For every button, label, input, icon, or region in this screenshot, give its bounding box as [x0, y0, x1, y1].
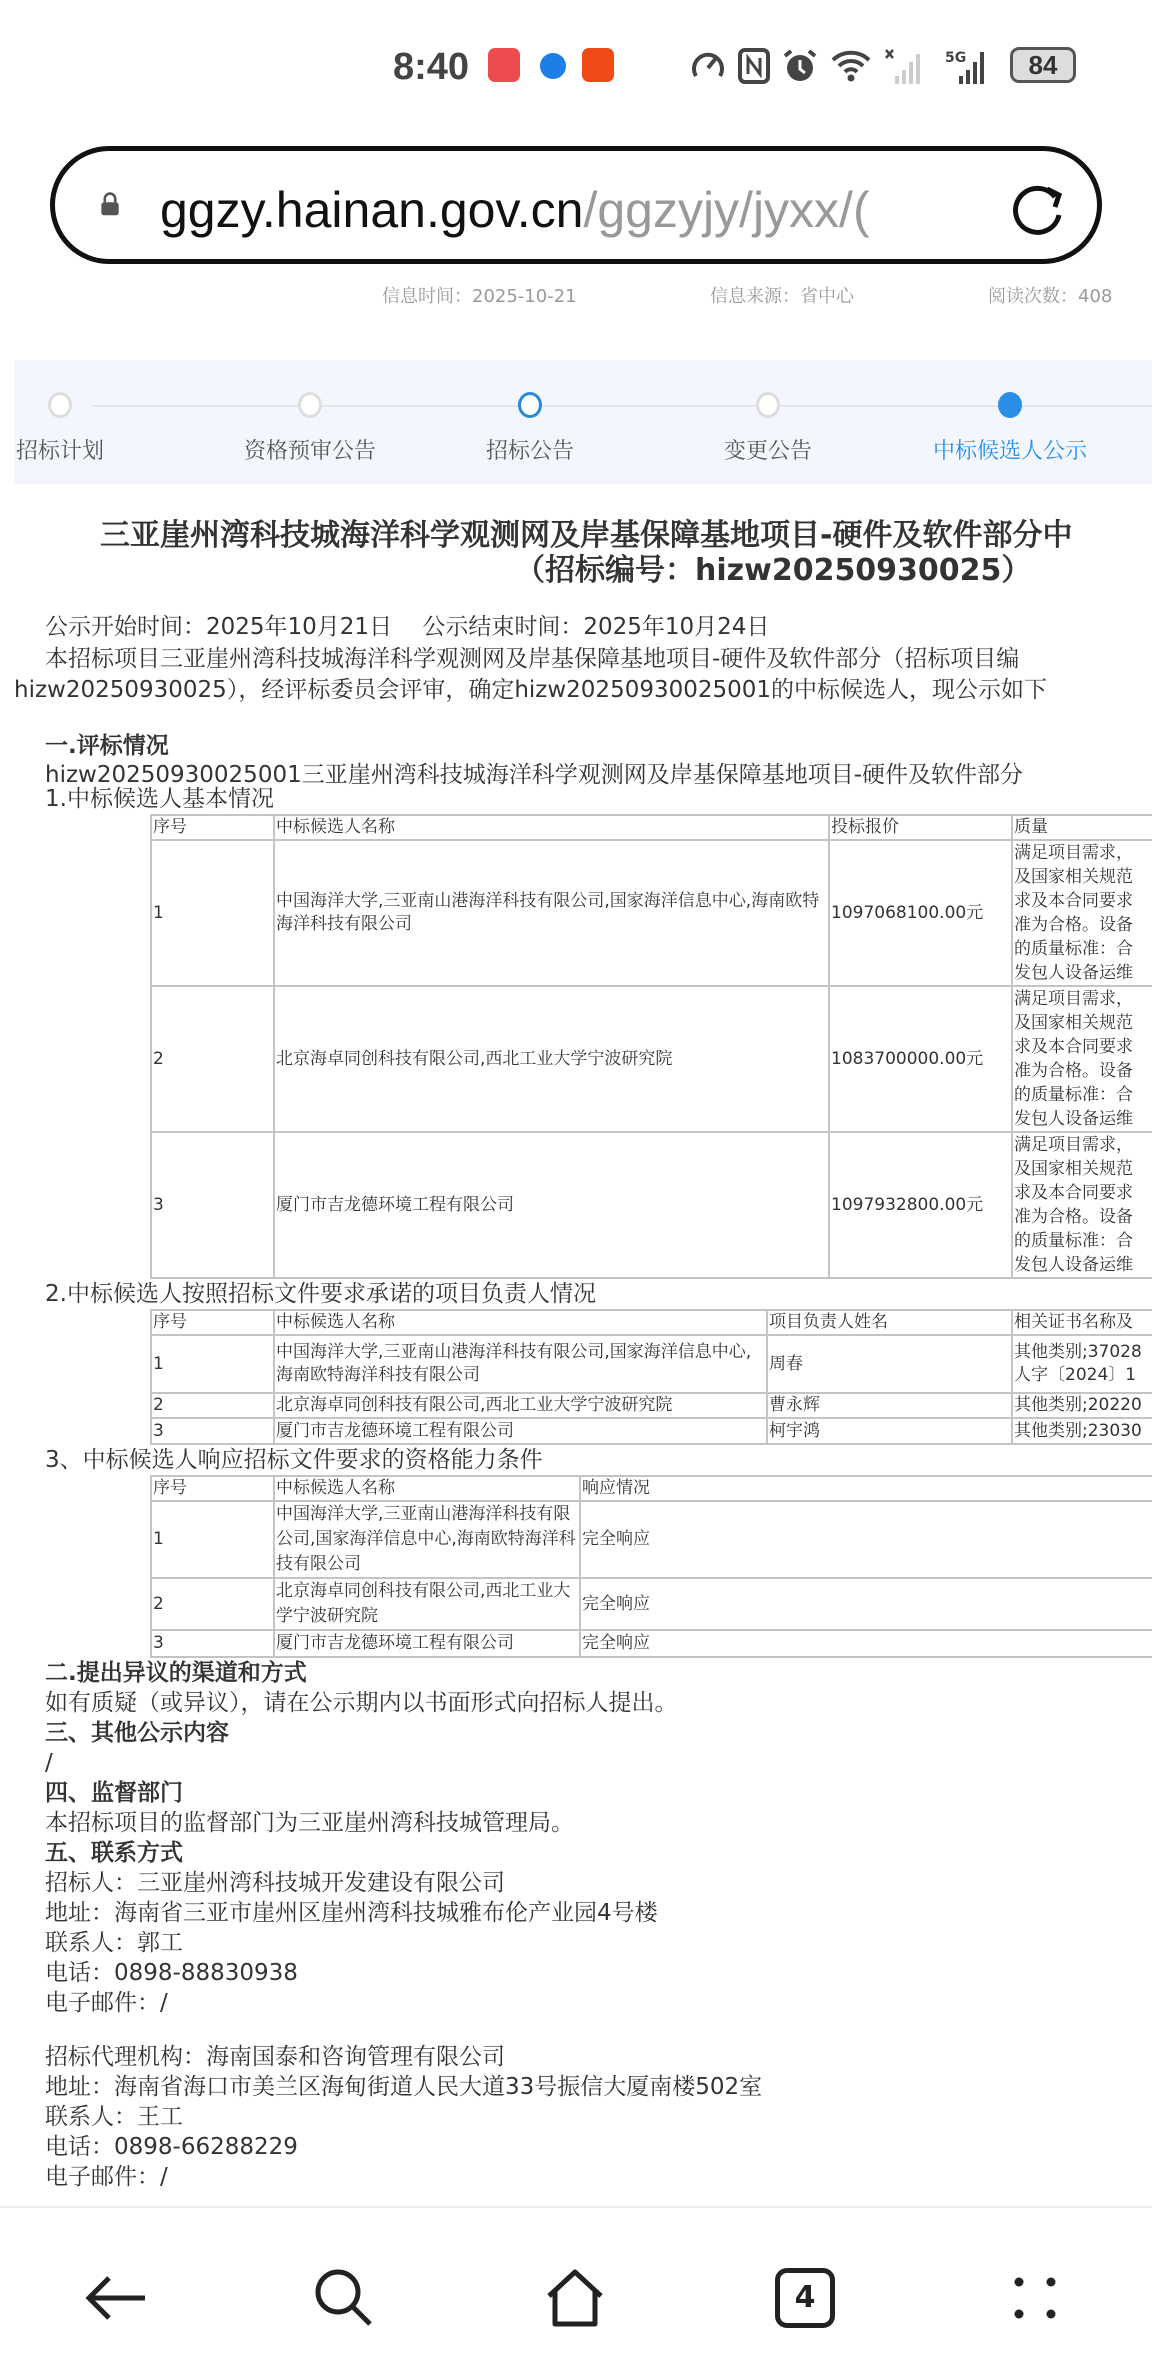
- step-label: 资格预审公告: [243, 439, 376, 464]
- quality-line: 发包人设备运维: [1014, 1255, 1133, 1275]
- candidate-name: 北京海卓同创科技有限公司,西北工业大学宁波研究院: [274, 1578, 580, 1630]
- reload-icon[interactable]: [1003, 175, 1073, 245]
- tenderer-contact-line: 电子邮件：/: [45, 1990, 168, 2016]
- candidate-name: 厦门市吉龙德环境工程有限公司: [274, 1418, 767, 1444]
- row-number: 3: [151, 1132, 274, 1278]
- quality-line: 及国家相关规范: [1014, 1013, 1133, 1033]
- row-number: 2: [151, 1578, 274, 1630]
- row-number: 2: [151, 986, 274, 1132]
- objection-text: 如有质疑（或异议），请在公示期内以书面形式向招标人提出。: [45, 1690, 678, 1716]
- table-1-title: 1.中标候选人基本情况: [45, 786, 274, 812]
- table-row: [151, 1335, 1152, 1393]
- candidate-name: 北京海卓同创科技有限公司,西北工业大学宁波研究院: [274, 1393, 767, 1418]
- table-row: [151, 1132, 1152, 1278]
- home-button[interactable]: [535, 2258, 615, 2338]
- column-header: 响应情况: [580, 1476, 1152, 1501]
- table-row: [151, 1578, 1152, 1630]
- certificate: [1012, 1393, 1152, 1418]
- certificate-line: 人字〔2024〕1: [1014, 1365, 1137, 1385]
- candidate-name: 北京海卓同创科技有限公司,西北工业大学宁波研究院: [274, 986, 829, 1132]
- quality-line: 求及本合同要求: [1014, 1183, 1133, 1203]
- column-header: 相关证书名称及: [1012, 1310, 1152, 1335]
- table-row: [151, 986, 1152, 1132]
- section-1-subtitle: hizw20250930025001三亚崖州湾科技城海洋科学观测网及岸基保障基地项目-硬件及软件部分: [45, 762, 1024, 788]
- row-number: 2: [151, 1393, 274, 1418]
- intro-line-2: hizw20250930025），经评标委员会评审，确定hizw20250930025001的中标候选人，现公示如下: [14, 677, 1048, 703]
- section-4-heading: 四、监督部门: [45, 1780, 183, 1806]
- supervision-text: 本招标项目的监督部门为三亚崖州湾科技城管理局。: [45, 1810, 574, 1836]
- candidate-name: 中国海洋大学,三亚南山港海洋科技有限公司,国家海洋信息中心,海南欧特海洋科技有限公司: [274, 1335, 767, 1393]
- quality-line: 满足项目需求，: [1014, 1135, 1133, 1155]
- quality-line: 准为合格。设备: [1014, 1207, 1133, 1227]
- certificate-line: 其他类别;20220: [1014, 1395, 1142, 1415]
- more-button[interactable]: [995, 2258, 1075, 2338]
- info-reads: 阅读次数：408: [988, 286, 1113, 307]
- svg-text:5G: 5G: [945, 50, 967, 66]
- address-bar[interactable]: [50, 146, 1102, 264]
- quality-line: 求及本合同要求: [1014, 891, 1133, 911]
- candidate-name: 中国海洋大学,三亚南山港海洋科技有限公司,国家海洋信息中心,海南欧特海洋科技有限公司: [274, 840, 829, 986]
- other-content: /: [45, 1750, 53, 1776]
- column-header: 中标候选人名称: [274, 1310, 767, 1335]
- candidates-table: [150, 814, 1152, 1279]
- quality-line: 及国家相关规范: [1014, 867, 1133, 887]
- lock-icon[interactable]: [97, 191, 123, 217]
- certificate: [1012, 1418, 1152, 1444]
- step-dot: [298, 392, 322, 418]
- quality: [1012, 840, 1152, 986]
- search-icon: [312, 2266, 376, 2330]
- more-icon: [1010, 2273, 1060, 2323]
- info-source: 信息来源：省中心: [710, 286, 854, 307]
- announcement-content: [0, 500, 1152, 2206]
- step-label: 变更公告: [723, 439, 812, 464]
- battery-indicator: 84: [1010, 47, 1076, 83]
- quality-line: 的质量标准：合: [1014, 1085, 1133, 1105]
- blank-line: [0, 2018, 1152, 2042]
- response-status: 完全响应: [580, 1578, 1152, 1630]
- agency-contact-line: 电话：0898-66288229: [45, 2134, 298, 2160]
- step-4[interactable]: [668, 392, 868, 465]
- quality-line: 准为合格。设备: [1014, 915, 1133, 935]
- column-header: 投标报价: [829, 815, 1012, 840]
- column-header: 序号: [151, 1476, 274, 1501]
- candidate-name: 厦门市吉龙德环境工程有限公司: [274, 1630, 580, 1657]
- column-header: 中标候选人名称: [274, 815, 829, 840]
- info-time: 信息时间：2025-10-21: [382, 286, 577, 307]
- step-3[interactable]: [430, 392, 630, 465]
- bid-price: 1097068100.00元: [829, 840, 1012, 986]
- quality-line: 及国家相关规范: [1014, 1159, 1133, 1179]
- step-dot: [756, 392, 780, 418]
- project-manager: 曹永辉: [767, 1393, 1012, 1418]
- column-header: 质量: [1012, 815, 1152, 840]
- column-header: 序号: [151, 1310, 274, 1335]
- bid-price: 1083700000.00元: [829, 986, 1012, 1132]
- process-steps: [14, 360, 1152, 484]
- section-1-heading: 一.评标情况: [45, 733, 169, 759]
- agency-contact-line: 招标代理机构：海南国泰和咨询管理有限公司: [45, 2044, 505, 2070]
- quality-line: 发包人设备运维: [1014, 963, 1133, 983]
- quality-line: 求及本合同要求: [1014, 1037, 1133, 1057]
- clock: 8:40: [393, 46, 470, 88]
- table-header: [151, 1476, 1152, 1501]
- step-dot: [48, 392, 72, 418]
- row-number: 3: [151, 1630, 274, 1657]
- tenderer-contact-line: 联系人：郭工: [45, 1930, 183, 1956]
- certificate-line: 其他类别;23030: [1014, 1420, 1142, 1441]
- step-label: 招标计划: [15, 439, 104, 464]
- no-signal-icon: [885, 48, 925, 91]
- tabs-icon: 4: [775, 2268, 835, 2328]
- 5g-signal-icon: [945, 48, 997, 91]
- news-app-icon: [582, 48, 614, 82]
- qualification-table: [150, 1475, 1152, 1658]
- response-status: 完全响应: [580, 1630, 1152, 1657]
- page-title: 三亚崖州湾科技城海洋科学观测网及岸基保障基地项目-硬件及软件部分中: [100, 518, 1073, 553]
- row-number: 3: [151, 1418, 274, 1444]
- table-2-title: 2.中标候选人按照招标文件要求承诺的项目负责人情况: [45, 1281, 596, 1307]
- certificate-line: 其他类别;37028: [1014, 1342, 1142, 1362]
- tabs-button[interactable]: [765, 2258, 845, 2338]
- notice-dates: 公示开始时间：2025年10月21日 公示结束时间：2025年10月24日: [45, 614, 770, 640]
- intro-line-1: 本招标项目三亚崖州湾科技城海洋科学观测网及岸基保障基地项目-硬件及软件部分（招标项目编: [45, 646, 1020, 672]
- search-button[interactable]: [304, 2258, 384, 2338]
- quality: [1012, 986, 1152, 1132]
- quality-line: 准为合格。设备: [1014, 1061, 1133, 1081]
- tenderer-contact-line: 招标人：三亚崖州湾科技城开发建设有限公司: [45, 1870, 505, 1896]
- project-manager: 柯宇鸿: [767, 1418, 1012, 1444]
- home-icon: [543, 2266, 607, 2330]
- column-header: 中标候选人名称: [274, 1476, 580, 1501]
- column-header: 序号: [151, 815, 274, 840]
- quality-line: 的质量标准：合: [1014, 939, 1133, 959]
- step-label: 中标候选人公示: [932, 439, 1087, 464]
- table-row: [151, 1418, 1152, 1444]
- nfc-icon: [738, 48, 770, 91]
- evaluation-flow: [0, 784, 1152, 2192]
- quality-line: 满足项目需求，: [1014, 843, 1133, 863]
- speed-icon: [690, 48, 726, 89]
- quality-line: 满足项目需求，: [1014, 989, 1133, 1009]
- table-row: [151, 1630, 1152, 1657]
- certificate: [1012, 1335, 1152, 1393]
- table-row: [151, 840, 1152, 986]
- alarm-icon: [782, 48, 818, 91]
- row-number: 1: [151, 1335, 274, 1393]
- project-manager: 周春: [767, 1335, 1012, 1393]
- response-status: 完全响应: [580, 1501, 1152, 1578]
- back-button[interactable]: [75, 2258, 155, 2338]
- bid-price: 1097932800.00元: [829, 1132, 1012, 1278]
- step-1[interactable]: [14, 392, 160, 465]
- browser-icon: [540, 53, 566, 79]
- table-header: [151, 815, 1152, 840]
- column-header: 项目负责人姓名: [767, 1310, 1012, 1335]
- agency-contact-line: 联系人：王工: [45, 2104, 183, 2130]
- back-icon: [83, 2273, 147, 2323]
- status-bar: [0, 40, 1152, 94]
- step-dot: [518, 392, 542, 418]
- section-3-heading: 三、其他公示内容: [45, 1720, 229, 1746]
- candidate-name: 厦门市吉龙德环境工程有限公司: [274, 1132, 829, 1278]
- candidate-name: 中国海洋大学,三亚南山港海洋科技有限公司,国家海洋信息中心,海南欧特海洋科技有限公司: [274, 1501, 580, 1578]
- table-header: [151, 1310, 1152, 1335]
- project-manager-table: [150, 1309, 1152, 1445]
- huawei-appgallery-icon: [488, 48, 520, 82]
- tenderer-contact-line: 地址：海南省三亚市崖州区崖州湾科技城雅布伦产业园4号楼: [45, 1900, 658, 1926]
- agency-contact-line: 地址：海南省海口市美兰区海甸街道人民大道33号振信大厦南楼502室: [45, 2074, 763, 2100]
- url-text[interactable]: ggzy.hainan.gov.cn/ggzyjy/jyxx/(: [160, 182, 870, 238]
- tender-number: （招标编号：hizw20250930025）: [515, 553, 1032, 588]
- row-number: 1: [151, 1501, 274, 1578]
- section-2-heading: 二.提出异议的渠道和方式: [45, 1660, 307, 1686]
- row-number: 1: [151, 840, 274, 986]
- table-3-title: 3、中标候选人响应招标文件要求的资格能力条件: [45, 1447, 543, 1473]
- tenderer-contact-line: 电话：0898-88830938: [45, 1960, 298, 1986]
- table-row: [151, 1393, 1152, 1418]
- quality-line: 发包人设备运维: [1014, 1109, 1133, 1129]
- section-5-heading: 五、联系方式: [45, 1840, 183, 1866]
- step-label: 招标公告: [485, 439, 574, 464]
- agency-contact-line: 电子邮件：/: [45, 2164, 168, 2190]
- quality-line: 的质量标准：合: [1014, 1231, 1133, 1251]
- browser-bottom-nav: [0, 2206, 1152, 2376]
- step-5[interactable]: [910, 392, 1110, 465]
- step-dot: [998, 392, 1022, 418]
- step-2[interactable]: [210, 392, 410, 465]
- table-row: [151, 1501, 1152, 1578]
- wifi-icon: [830, 48, 872, 89]
- quality: [1012, 1132, 1152, 1278]
